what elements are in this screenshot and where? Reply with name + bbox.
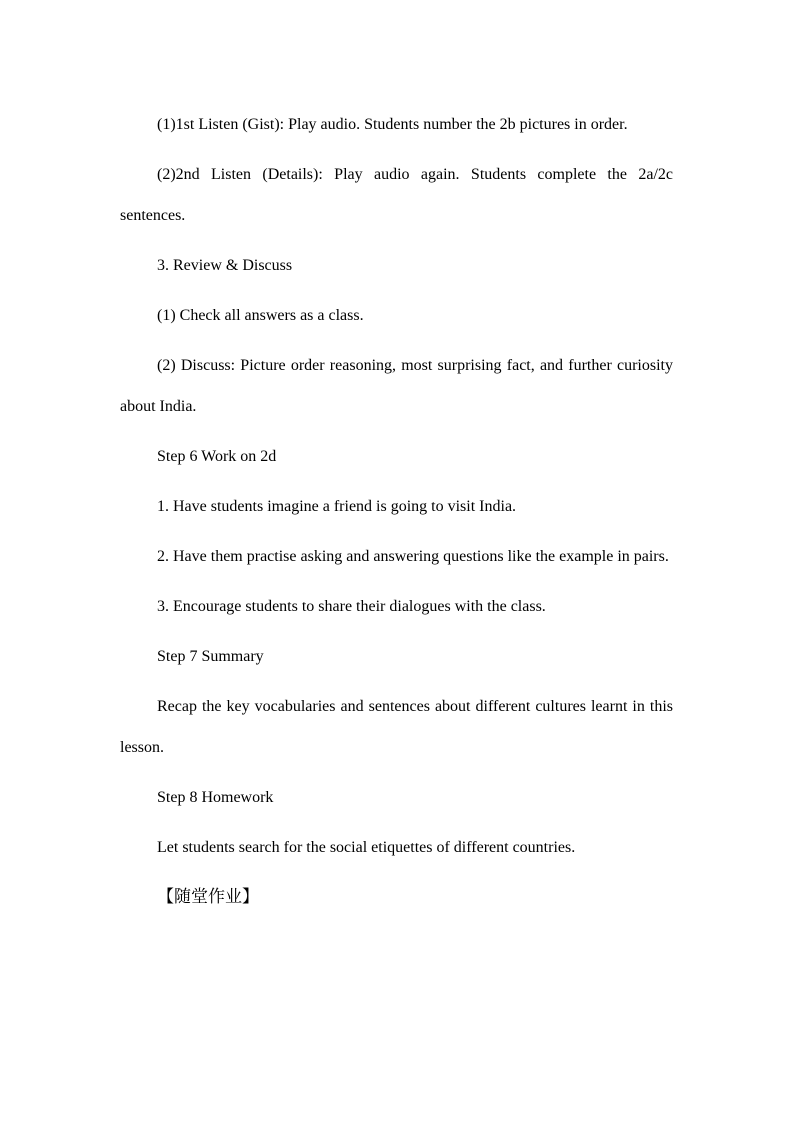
listen-gist-paragraph: (1)1st Listen (Gist): Play audio. Students number the 2b pictures in order. — [157, 116, 628, 133]
step-7-heading: Step 7 Summary — [157, 648, 264, 665]
step-6-item-1: 1. Have students imagine a friend is going to visit India. — [157, 498, 517, 515]
step-6-item-3: 3. Encourage students to share their dialogues with the class. — [157, 598, 546, 615]
step-6-item-2: 2. Have them practise asking and answering questions like the example in pairs. — [157, 548, 669, 565]
document-body — [120, 104, 673, 918]
in-class-exercise-heading: 【随堂作业】 — [157, 887, 259, 907]
step-8-heading: Step 8 Homework — [157, 789, 274, 806]
review-discuss-heading: 3. Review & Discuss — [157, 257, 293, 274]
check-answers-paragraph: (1) Check all answers as a class. — [157, 307, 364, 324]
homework-paragraph: Let students search for the social etiquettes of different countries. — [157, 839, 576, 856]
discuss-paragraph: (2) Discuss: Picture order reasoning, most surprising fact, and further curiosity about India. — [120, 357, 673, 415]
listen-details-paragraph: (2)2nd Listen (Details): Play audio again. Students complete the 2a/2c sentences. — [120, 166, 673, 224]
summary-paragraph: Recap the key vocabularies and sentences about different cultures learnt in this lesson. — [120, 698, 673, 756]
step-6-heading: Step 6 Work on 2d — [157, 448, 277, 465]
